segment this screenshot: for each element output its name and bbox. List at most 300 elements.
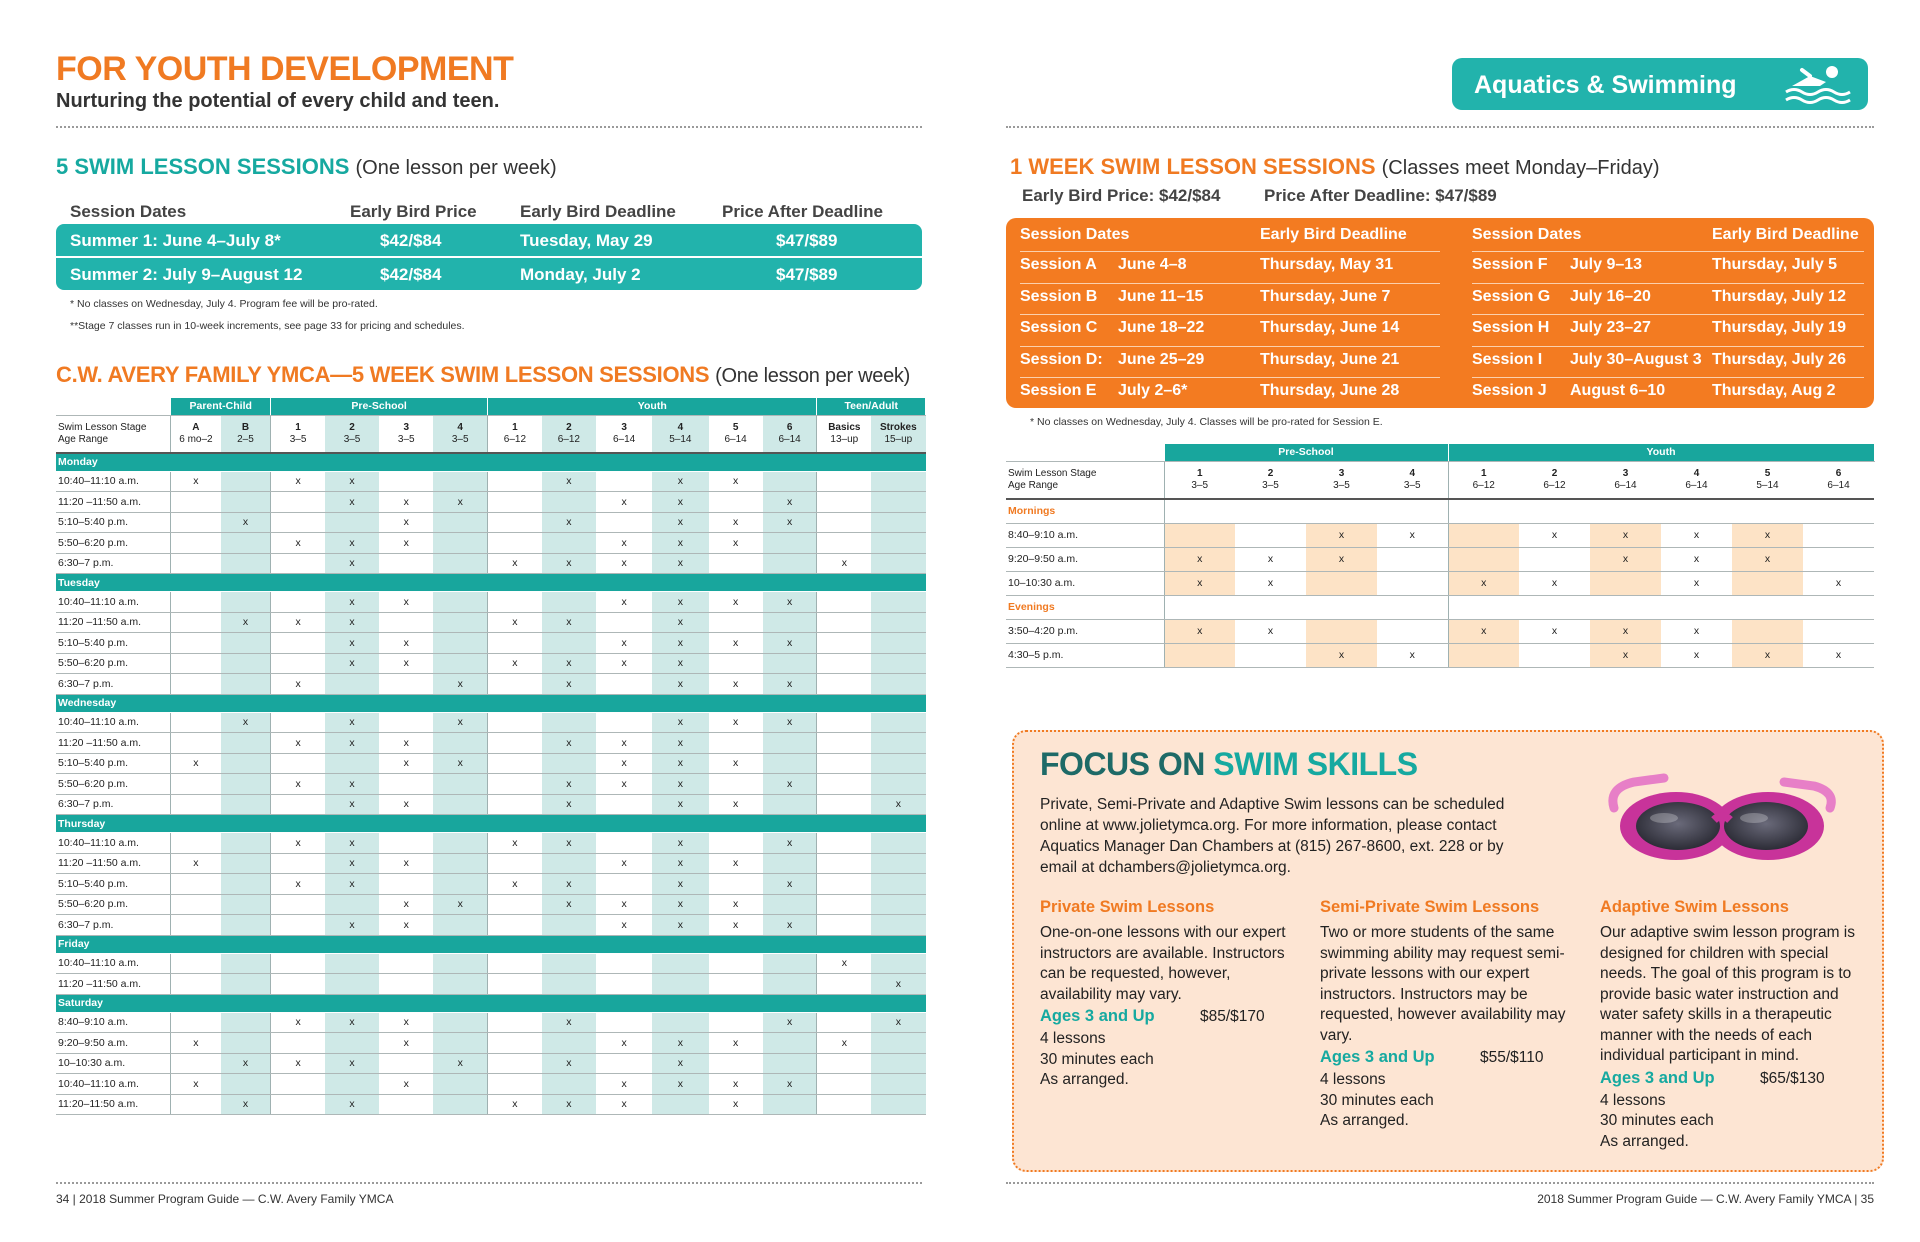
day-header-row bbox=[56, 994, 926, 1012]
one-week-sessions-table bbox=[1006, 218, 1874, 408]
time-label: 8:40–9:10 a.m. bbox=[56, 1012, 171, 1033]
schedule-mark bbox=[488, 712, 542, 733]
schedule-mark: x bbox=[542, 1012, 596, 1033]
schedule-mark: x bbox=[379, 733, 433, 754]
schedule-mark: x bbox=[596, 753, 652, 774]
schedule-mark bbox=[871, 1053, 925, 1074]
schedule-mark: x bbox=[542, 1094, 596, 1115]
age-range: 3–5 bbox=[451, 433, 469, 445]
schedule-mark: x bbox=[379, 512, 433, 533]
schedule-mark bbox=[709, 653, 763, 674]
schedule-mark: x bbox=[1661, 523, 1732, 547]
time-row bbox=[56, 774, 926, 795]
schedule-mark: x bbox=[652, 592, 708, 613]
blank-cell bbox=[1448, 499, 1519, 523]
schedule-mark bbox=[433, 974, 487, 995]
schedule-mark: x bbox=[379, 853, 433, 874]
row-divider bbox=[1472, 346, 1864, 347]
schedule-mark: x bbox=[542, 774, 596, 795]
time-row bbox=[56, 953, 926, 974]
stage-number: 3 bbox=[1338, 467, 1345, 479]
schedule-mark bbox=[1448, 547, 1519, 571]
schedule-mark: x bbox=[709, 533, 763, 554]
schedule-mark: x bbox=[488, 833, 542, 854]
schedule-mark bbox=[871, 492, 925, 513]
session-cell: Thursday, May 31 bbox=[1260, 256, 1394, 273]
schedule-mark bbox=[171, 492, 221, 513]
schedule-mark bbox=[171, 1053, 221, 1074]
age-range: 6–14 bbox=[724, 433, 747, 445]
session-cell: Thursday, July 26 bbox=[1712, 350, 1846, 368]
schedule-mark: x bbox=[379, 1074, 433, 1095]
schedule-mark: x bbox=[652, 774, 708, 795]
time-row bbox=[56, 1033, 926, 1054]
schedule-mark bbox=[542, 1033, 596, 1054]
time-label: 10:40–11:10 a.m. bbox=[56, 592, 171, 613]
time-row bbox=[56, 674, 926, 695]
schedule-mark bbox=[488, 1012, 542, 1033]
session-cell: June 4–8 bbox=[1118, 256, 1187, 273]
group-header: Youth bbox=[1448, 444, 1874, 461]
schedule-mark: x bbox=[652, 794, 708, 815]
stage-label-text: Swim Lesson Stage bbox=[58, 421, 147, 433]
stage-cell bbox=[1235, 461, 1306, 499]
time-label: 6:30–7 p.m. bbox=[56, 674, 171, 695]
schedule-mark bbox=[871, 1074, 925, 1095]
stage-cell bbox=[325, 415, 379, 453]
five-sessions-subtitle: (One lesson per week) bbox=[355, 157, 557, 179]
schedule-mark bbox=[1377, 547, 1448, 571]
time-label: 10:40–11:10 a.m. bbox=[56, 833, 171, 854]
time-row bbox=[56, 492, 926, 513]
focus-title-a: FOCUS ON bbox=[1040, 746, 1214, 782]
column-heading: Private Swim Lessons bbox=[1040, 898, 1215, 916]
schedule-mark bbox=[488, 953, 542, 974]
schedule-mark: x bbox=[221, 1094, 271, 1115]
schedule-mark bbox=[871, 953, 925, 974]
group-header: Pre-School bbox=[271, 398, 488, 415]
schedule-mark bbox=[817, 653, 871, 674]
session-cell: Session D: bbox=[1020, 350, 1103, 368]
schedule-mark: x bbox=[652, 533, 708, 554]
blank-cell bbox=[1235, 499, 1306, 523]
schedule-mark bbox=[542, 953, 596, 974]
schedule-mark bbox=[709, 612, 763, 633]
schedule-mark bbox=[221, 674, 271, 695]
schedule-mark: x bbox=[325, 794, 379, 815]
schedule-mark: x bbox=[379, 794, 433, 815]
schedule-mark bbox=[763, 653, 817, 674]
stage-label-text: Swim Lesson Stage bbox=[1008, 467, 1097, 479]
price-after-deadline: $47/$89 bbox=[776, 265, 838, 284]
age-range: 6 mo–2 bbox=[179, 433, 213, 445]
schedule-mark bbox=[379, 612, 433, 633]
session-cell: Thursday, Aug 2 bbox=[1712, 382, 1836, 399]
schedule-mark: x bbox=[1306, 523, 1377, 547]
schedule-mark: x bbox=[271, 1012, 325, 1033]
price-after-deadline: $47/$89 bbox=[776, 231, 838, 250]
schedule-mark bbox=[221, 1074, 271, 1095]
schedule-mark bbox=[271, 753, 325, 774]
schedule-mark bbox=[709, 1012, 763, 1033]
schedule-mark bbox=[1732, 619, 1803, 643]
age-range: 3–5 bbox=[1191, 479, 1209, 491]
time-row bbox=[56, 1053, 926, 1074]
schedule-mark: x bbox=[709, 1074, 763, 1095]
schedule-mark bbox=[871, 1033, 925, 1054]
schedule-mark: x bbox=[271, 874, 325, 895]
schedule-mark: x bbox=[542, 733, 596, 754]
time-label: 9:20–9:50 a.m. bbox=[1006, 547, 1164, 571]
age-label: Ages 3 and Up bbox=[1320, 1048, 1435, 1066]
time-row bbox=[56, 833, 926, 854]
schedule-mark bbox=[379, 1053, 433, 1074]
time-row bbox=[56, 653, 926, 674]
stage-number: 1 bbox=[1480, 467, 1487, 479]
stage-number: 6 bbox=[1835, 467, 1842, 479]
detail-line: 30 minutes each bbox=[1320, 1091, 1434, 1109]
blank-cell bbox=[1661, 595, 1732, 619]
blank-cell bbox=[1377, 595, 1448, 619]
schedule-mark bbox=[709, 974, 763, 995]
schedule-mark bbox=[271, 1033, 325, 1054]
schedule-mark bbox=[271, 974, 325, 995]
schedule-mark bbox=[596, 953, 652, 974]
schedule-mark bbox=[1732, 571, 1803, 595]
schedule-mark: x bbox=[379, 753, 433, 774]
schedule-mark bbox=[763, 794, 817, 815]
schedule-mark: x bbox=[871, 794, 925, 815]
stage-label bbox=[1006, 461, 1164, 499]
schedule-mark: x bbox=[652, 1074, 708, 1095]
group-header-row bbox=[56, 398, 926, 415]
schedule-mark: x bbox=[763, 492, 817, 513]
focus-title-b: SWIM SKILLS bbox=[1213, 746, 1418, 782]
stage-row bbox=[1006, 461, 1874, 499]
time-label: 5:10–5:40 p.m. bbox=[56, 753, 171, 774]
schedule-mark bbox=[379, 1094, 433, 1115]
stage-cell bbox=[542, 415, 596, 453]
time-row bbox=[56, 553, 926, 574]
section-label: Evenings bbox=[1006, 595, 1164, 619]
schedule-mark: x bbox=[171, 1074, 221, 1095]
schedule-mark bbox=[271, 712, 325, 733]
schedule-mark: x bbox=[433, 894, 487, 915]
schedule-mark: x bbox=[271, 612, 325, 633]
schedule-mark: x bbox=[271, 833, 325, 854]
age-label: Ages 3 and Up bbox=[1600, 1068, 1715, 1087]
blank-cell bbox=[1590, 595, 1661, 619]
avery-title: C.W. AVERY FAMILY YMCA—5 WEEK SWIM LESSON SESSIONS bbox=[56, 362, 710, 387]
schedule-mark: x bbox=[596, 492, 652, 513]
time-row bbox=[56, 915, 926, 936]
stage-number: 2 bbox=[1551, 467, 1558, 479]
schedule-mark bbox=[379, 953, 433, 974]
stage-cell bbox=[171, 415, 221, 453]
schedule-mark: x bbox=[488, 612, 542, 633]
column-body: Our adaptive swim lesson program is designed for children with special needs. The goal of this program is to provide basic water instruction and water safety skills in a therapeutic manner with the needs of each individual participant in mind. bbox=[1600, 924, 1855, 1064]
schedule-mark bbox=[871, 533, 925, 554]
schedule-mark bbox=[763, 733, 817, 754]
schedule-mark: x bbox=[652, 1053, 708, 1074]
schedule-mark: x bbox=[171, 753, 221, 774]
schedule-mark bbox=[817, 1094, 871, 1115]
schedule-mark bbox=[817, 1053, 871, 1074]
schedule-mark: x bbox=[1519, 571, 1590, 595]
schedule-mark: x bbox=[817, 1033, 871, 1054]
schedule-mark: x bbox=[325, 1053, 379, 1074]
day-label: Monday bbox=[56, 453, 926, 471]
schedule-mark: x bbox=[1661, 643, 1732, 667]
schedule-mark bbox=[488, 774, 542, 795]
blank-cell bbox=[1519, 595, 1590, 619]
schedule-mark bbox=[871, 712, 925, 733]
schedule-mark: x bbox=[1164, 547, 1235, 571]
schedule-mark bbox=[871, 592, 925, 613]
schedule-mark: x bbox=[709, 712, 763, 733]
session-cell: July 9–13 bbox=[1570, 256, 1643, 273]
schedule-mark bbox=[171, 712, 221, 733]
stage-cell bbox=[1803, 461, 1874, 499]
schedule-mark: x bbox=[325, 633, 379, 654]
col-header-early-bird-deadline: Early Bird Deadline bbox=[520, 202, 676, 221]
schedule-mark: x bbox=[379, 1033, 433, 1054]
age-range: 3–5 bbox=[1403, 479, 1421, 491]
schedule-mark bbox=[379, 874, 433, 895]
schedule-mark bbox=[171, 674, 221, 695]
schedule-mark bbox=[488, 794, 542, 815]
stage-number: 3 bbox=[403, 421, 410, 433]
schedule-mark bbox=[488, 915, 542, 936]
schedule-mark: x bbox=[596, 774, 652, 795]
price: $65/$130 bbox=[1760, 1069, 1825, 1087]
schedule-mark bbox=[221, 853, 271, 874]
schedule-mark: x bbox=[652, 1033, 708, 1054]
schedule-mark bbox=[221, 492, 271, 513]
schedule-mark: x bbox=[763, 712, 817, 733]
schedule-mark bbox=[871, 653, 925, 674]
focus-intro: Private, Semi-Private and Adaptive Swim lessons can be scheduled online at www.jolietymca.org. For more information, please contact Aquatics Manager Dan Chambers at (815) 267-8600, ext. 228 or by email at dchambers@jolietymca.org. bbox=[1040, 796, 1505, 876]
stage-number: 1 bbox=[1196, 467, 1203, 479]
schedule-mark: x bbox=[171, 853, 221, 874]
schedule-mark: x bbox=[1803, 571, 1874, 595]
schedule-mark bbox=[1803, 547, 1874, 571]
section-badge bbox=[1452, 58, 1868, 110]
schedule-mark: x bbox=[271, 471, 325, 492]
schedule-mark bbox=[488, 674, 542, 695]
badge-label: Aquatics & Swimming bbox=[1474, 71, 1737, 99]
schedule-mark bbox=[1803, 619, 1874, 643]
schedule-mark bbox=[171, 1012, 221, 1033]
time-label: 10–10:30 a.m. bbox=[56, 1053, 171, 1074]
schedule-mark: x bbox=[652, 712, 708, 733]
schedule-mark bbox=[763, 1094, 817, 1115]
session-cell: Session G bbox=[1472, 287, 1551, 305]
stage-cell bbox=[817, 415, 871, 453]
stage-number: 3 bbox=[621, 421, 627, 433]
schedule-mark: x bbox=[325, 712, 379, 733]
time-row bbox=[56, 712, 926, 733]
schedule-mark bbox=[763, 553, 817, 574]
schedule-mark: x bbox=[596, 733, 652, 754]
schedule-mark: x bbox=[433, 753, 487, 774]
schedule-mark bbox=[763, 974, 817, 995]
schedule-mark bbox=[596, 874, 652, 895]
session-cell: Session B bbox=[1020, 287, 1098, 305]
age-range: 6–14 bbox=[612, 433, 636, 445]
swimmer-icon bbox=[1780, 62, 1856, 108]
schedule-mark: x bbox=[379, 592, 433, 613]
schedule-mark: x bbox=[1732, 523, 1803, 547]
schedule-mark: x bbox=[596, 1033, 652, 1054]
schedule-mark bbox=[171, 733, 221, 754]
schedule-mark: x bbox=[652, 471, 708, 492]
schedule-mark: x bbox=[325, 874, 379, 895]
schedule-mark: x bbox=[652, 753, 708, 774]
blank-cell bbox=[1732, 595, 1803, 619]
schedule-mark: x bbox=[325, 612, 379, 633]
time-label: 5:10–5:40 p.m. bbox=[56, 512, 171, 533]
schedule-mark bbox=[433, 874, 487, 895]
schedule-mark: x bbox=[379, 492, 433, 513]
schedule-mark bbox=[1306, 571, 1377, 595]
schedule-mark: x bbox=[542, 512, 596, 533]
schedule-mark: x bbox=[1235, 547, 1306, 571]
schedule-mark bbox=[379, 471, 433, 492]
schedule-mark: x bbox=[1519, 523, 1590, 547]
schedule-mark bbox=[433, 774, 487, 795]
schedule-mark bbox=[221, 794, 271, 815]
row-divider bbox=[1020, 251, 1440, 252]
page-title: FOR YOUTH DEVELOPMENT bbox=[56, 50, 514, 88]
schedule-mark bbox=[817, 915, 871, 936]
schedule-mark bbox=[542, 633, 596, 654]
age-range: 3–5 bbox=[1333, 479, 1350, 491]
schedule-mark bbox=[871, 633, 925, 654]
schedule-mark: x bbox=[221, 1053, 271, 1074]
schedule-mark bbox=[652, 1094, 708, 1115]
schedule-mark: x bbox=[325, 653, 379, 674]
schedule-mark: x bbox=[1448, 619, 1519, 643]
day-header-row bbox=[56, 935, 926, 953]
goggles-image bbox=[1604, 768, 1840, 868]
schedule-mark bbox=[433, 915, 487, 936]
col-header-session-dates: Session Dates bbox=[70, 202, 187, 221]
schedule-mark bbox=[221, 653, 271, 674]
schedule-mark: x bbox=[596, 915, 652, 936]
schedule-mark: x bbox=[488, 874, 542, 895]
five-sessions-heading bbox=[56, 154, 557, 180]
row-divider bbox=[1020, 314, 1440, 315]
schedule-mark bbox=[542, 853, 596, 874]
schedule-mark: x bbox=[1235, 619, 1306, 643]
schedule-mark bbox=[542, 974, 596, 995]
detail-line: 4 lessons bbox=[1320, 1071, 1386, 1088]
schedule-mark bbox=[871, 512, 925, 533]
divider bbox=[56, 126, 922, 128]
adaptive-lessons-column bbox=[1600, 898, 1870, 1152]
time-row bbox=[56, 853, 926, 874]
day-header-row bbox=[56, 574, 926, 592]
schedule-mark bbox=[221, 753, 271, 774]
schedule-mark bbox=[271, 915, 325, 936]
stage-cell bbox=[652, 415, 708, 453]
schedule-mark: x bbox=[763, 774, 817, 795]
schedule-mark bbox=[433, 1012, 487, 1033]
avery-heading bbox=[56, 362, 910, 388]
schedule-mark: x bbox=[1803, 643, 1874, 667]
schedule-mark: x bbox=[379, 894, 433, 915]
avery-subtitle: (One lesson per week) bbox=[715, 365, 910, 387]
schedule-mark bbox=[488, 633, 542, 654]
schedule-mark: x bbox=[709, 753, 763, 774]
stage-cell bbox=[1590, 461, 1661, 499]
schedule-mark bbox=[1448, 523, 1519, 547]
schedule-mark: x bbox=[709, 1094, 763, 1115]
orange-col-header: Session Dates bbox=[1472, 226, 1582, 243]
detail-line: 4 lessons bbox=[1600, 1091, 1666, 1109]
schedule-mark bbox=[709, 874, 763, 895]
schedule-mark: x bbox=[542, 612, 596, 633]
group-header-row bbox=[1006, 444, 1874, 461]
schedule-mark bbox=[1590, 571, 1661, 595]
blank-cell bbox=[1803, 499, 1874, 523]
schedule-mark bbox=[488, 753, 542, 774]
time-row bbox=[1006, 619, 1874, 643]
schedule-mark: x bbox=[709, 674, 763, 695]
schedule-mark: x bbox=[763, 592, 817, 613]
stage-number: 5 bbox=[732, 421, 739, 433]
schedule-mark: x bbox=[433, 712, 487, 733]
session-cell: Thursday, July 19 bbox=[1712, 319, 1846, 336]
schedule-mark bbox=[763, 753, 817, 774]
schedule-mark: x bbox=[542, 874, 596, 895]
schedule-mark bbox=[271, 492, 325, 513]
blank-cell bbox=[1006, 444, 1164, 461]
age-range: 3–5 bbox=[343, 433, 361, 445]
blank-cell bbox=[1235, 595, 1306, 619]
age-range: 6–12 bbox=[1543, 479, 1566, 491]
schedule-mark: x bbox=[325, 533, 379, 554]
stage-number: 6 bbox=[786, 421, 793, 433]
schedule-mark bbox=[763, 612, 817, 633]
schedule-mark: x bbox=[709, 633, 763, 654]
age-label: Ages 3 and Up bbox=[1040, 1007, 1155, 1025]
schedule-mark bbox=[1164, 523, 1235, 547]
time-row bbox=[56, 1074, 926, 1095]
schedule-mark bbox=[433, 833, 487, 854]
stage-cell bbox=[1732, 461, 1803, 499]
schedule-mark bbox=[817, 894, 871, 915]
schedule-mark bbox=[433, 953, 487, 974]
schedule-mark: x bbox=[763, 512, 817, 533]
session-dates: Summer 1: June 4–July 8* bbox=[70, 231, 281, 250]
schedule-mark: x bbox=[542, 894, 596, 915]
session-cell: July 23–27 bbox=[1570, 319, 1651, 336]
time-row bbox=[56, 592, 926, 613]
schedule-mark bbox=[488, 853, 542, 874]
schedule-mark: x bbox=[271, 774, 325, 795]
schedule-mark: x bbox=[1661, 571, 1732, 595]
schedule-mark bbox=[221, 1033, 271, 1054]
schedule-mark: x bbox=[763, 915, 817, 936]
schedule-mark bbox=[709, 953, 763, 974]
schedule-mark bbox=[763, 853, 817, 874]
time-label: 3:50–4:20 p.m. bbox=[1006, 619, 1164, 643]
schedule-mark bbox=[488, 1074, 542, 1095]
schedule-mark bbox=[171, 633, 221, 654]
schedule-mark bbox=[542, 1074, 596, 1095]
